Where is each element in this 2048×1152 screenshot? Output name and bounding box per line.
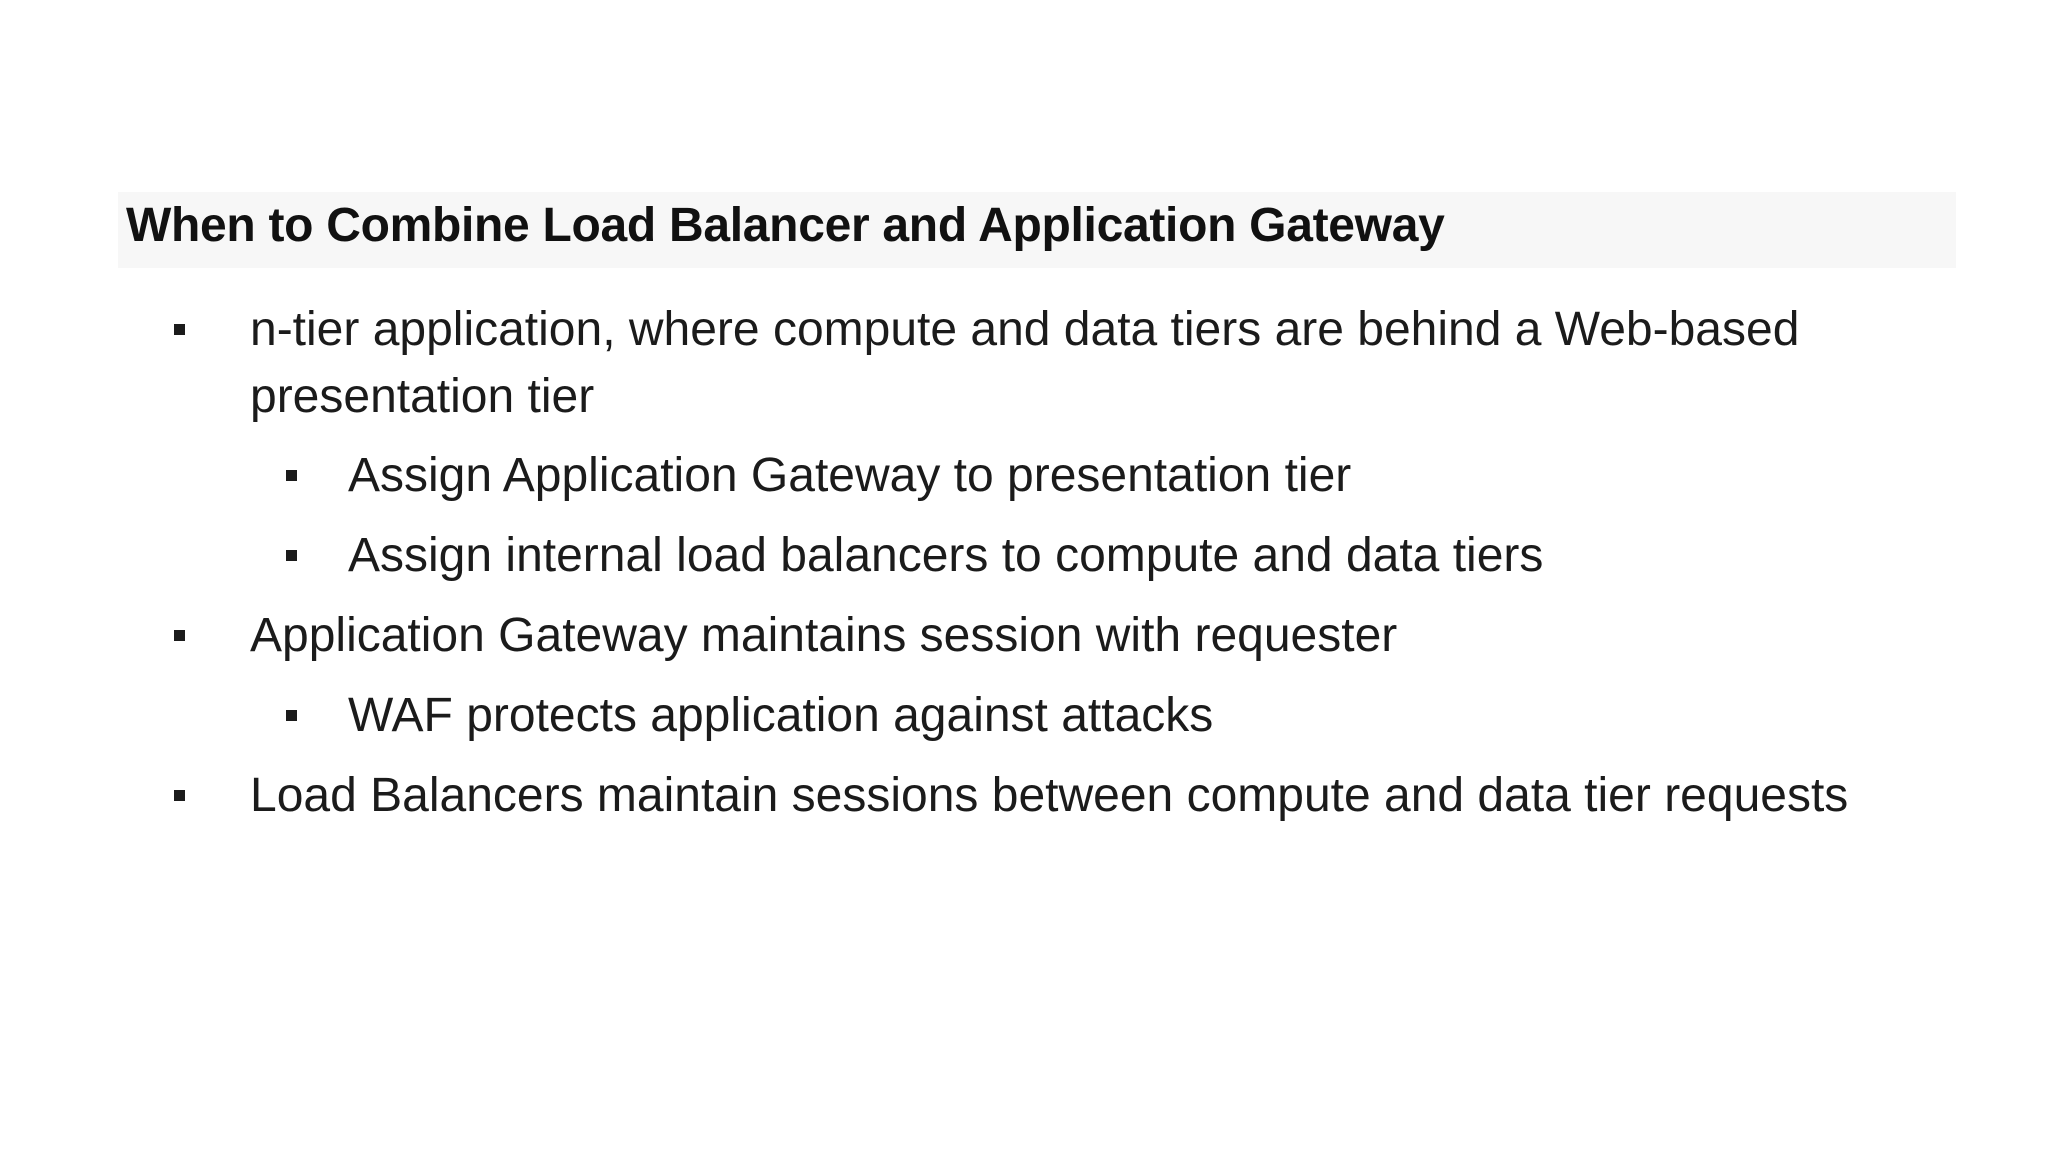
bullet-item-n-tier [174,296,1954,430]
sub-bullet-item-presentation [286,442,1886,509]
square-bullet-icon [286,710,297,721]
bullet-text-continued: presentation tier [250,370,595,423]
square-bullet-icon [286,550,297,561]
bullet-text: Load Balancers maintain sessions between compute and data tier requests [250,769,1849,822]
square-bullet-icon [174,630,185,641]
sub-bullet-item-internal-lb [286,522,1886,589]
square-bullet-icon [174,324,185,335]
sub-bullet-text: Assign internal load balancers to compute and data tiers [348,529,1544,582]
sub-bullet-text: Assign Application Gateway to presentation tier [348,449,1352,502]
bullet-text: Application Gateway maintains session with requester [250,609,1398,662]
sub-bullet-item-waf [286,682,1886,749]
bullet-item-load-balancers-session [174,762,1974,829]
bullet-text: n-tier application, where compute and data tiers are behind a Web-based [250,303,1800,356]
square-bullet-icon [174,790,185,801]
bullet-item-app-gateway-session [174,602,1954,669]
square-bullet-icon [286,470,297,481]
slide-title: When to Combine Load Balancer and Application Gateway [126,199,1445,252]
sub-bullet-text: WAF protects application against attacks [348,689,1214,742]
